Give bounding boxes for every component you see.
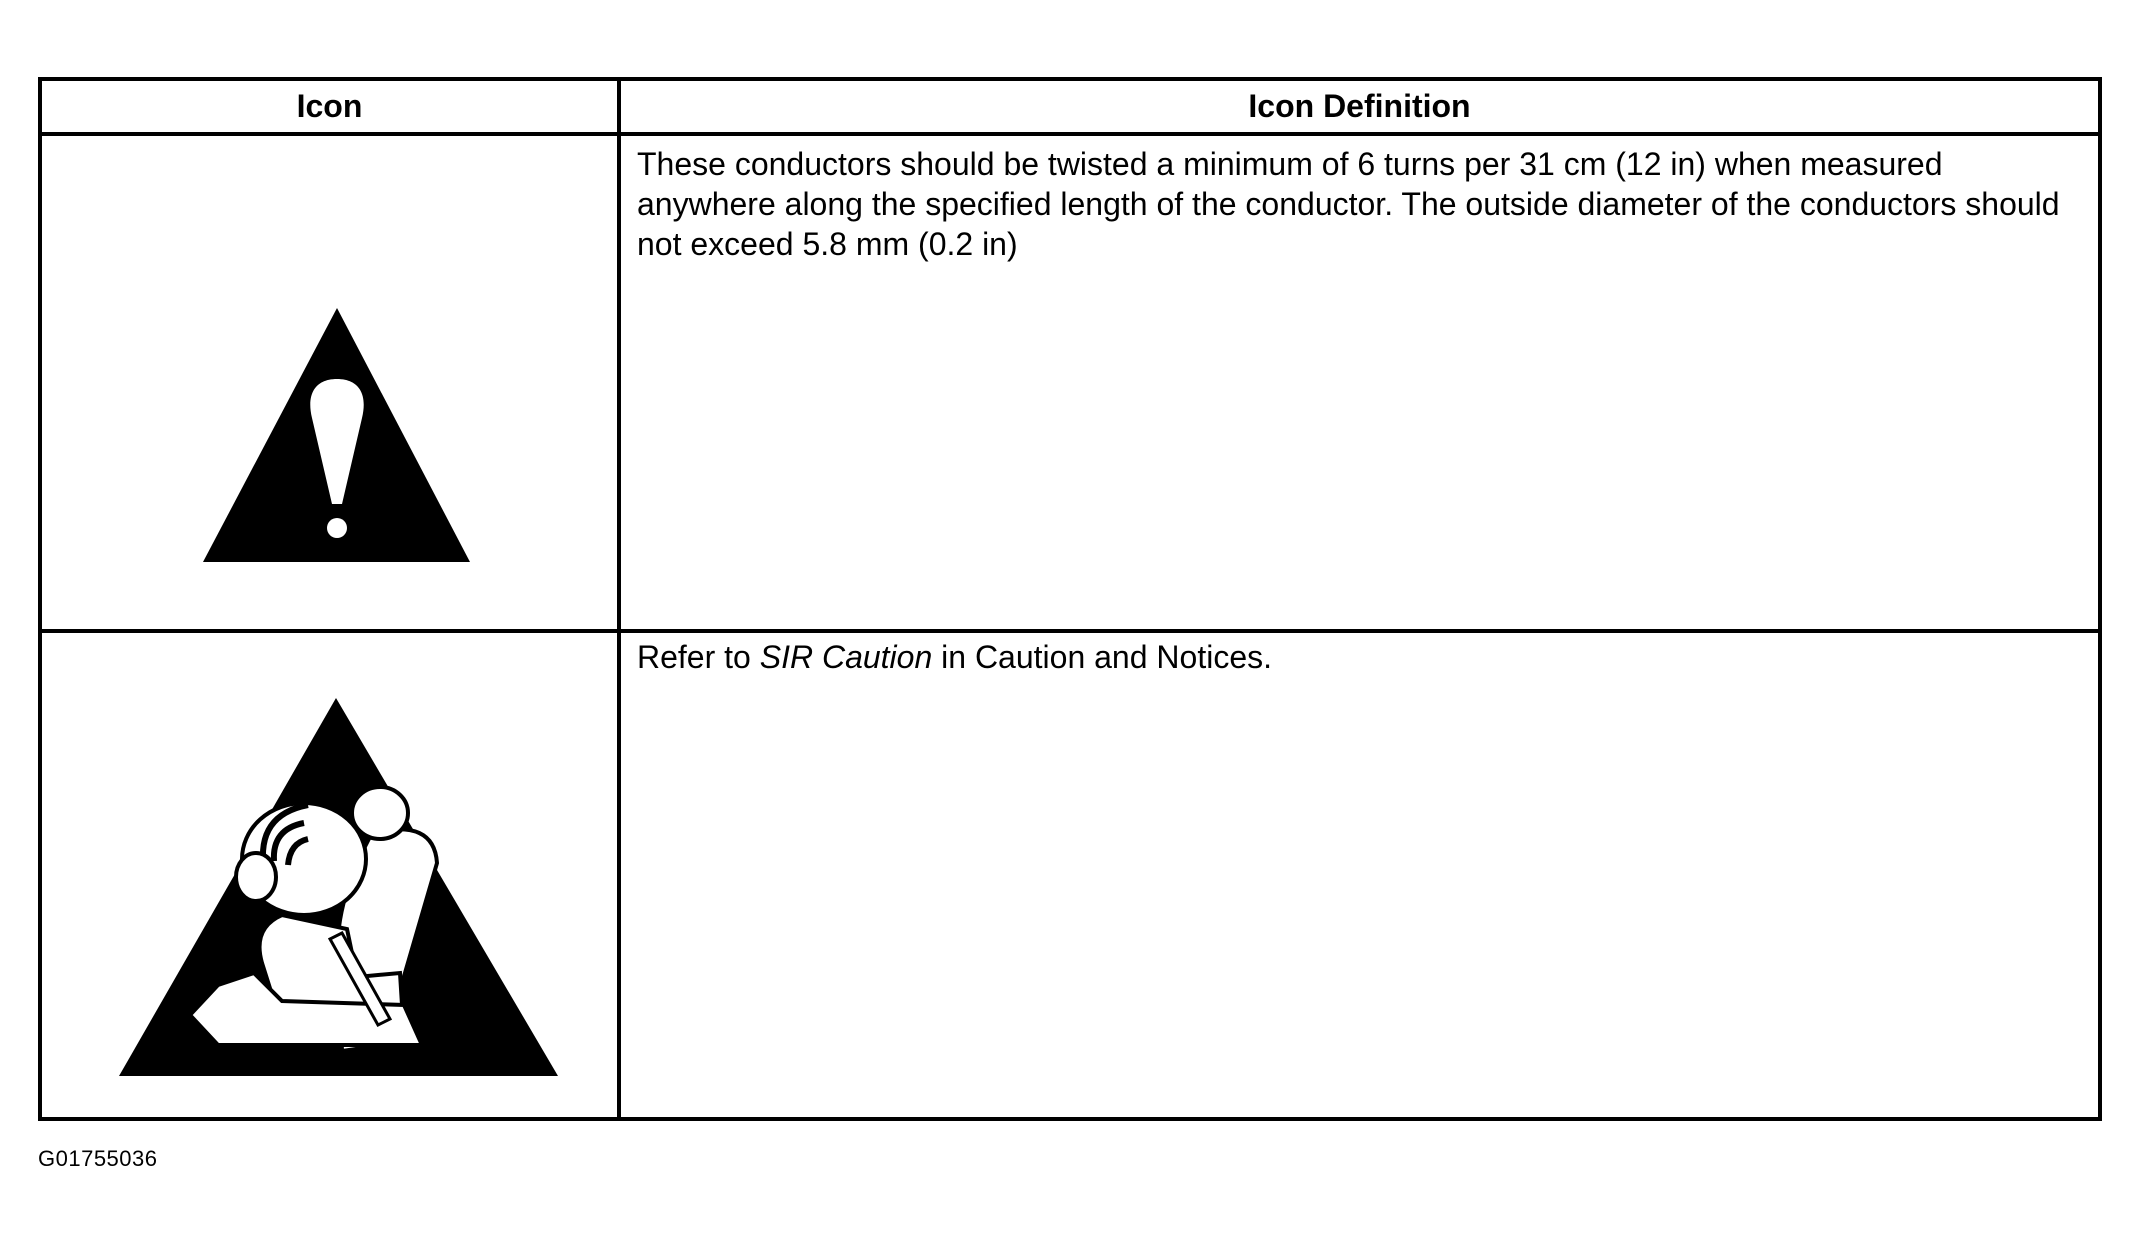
warning-exclamation-icon — [42, 136, 617, 629]
table-row-2-definition — [621, 637, 2061, 677]
header-icon-definition: Icon Definition — [1248, 88, 1471, 124]
table-row-2-icon-cell — [42, 633, 617, 1121]
definition-suffix: in Caution and Notices. — [932, 639, 1272, 675]
table-row-1-definition: These conductors should be twisted a minimum of 6 turns per 31 cm (12 in) when measured anywhere along the specified length of the conductor. The outside diameter of the conductors should not exceed 5.8 mm (0.2 in) — [637, 146, 2060, 262]
definition-prefix: Refer to — [637, 639, 760, 675]
figure-id: G01755036 — [38, 1146, 158, 1171]
header-icon: Icon — [296, 88, 363, 124]
sir-caution-reference: SIR Caution — [759, 639, 933, 675]
table-row-1-icon-cell — [42, 136, 617, 629]
airbag-sir-caution-icon — [42, 633, 617, 1121]
icon-definition-table — [38, 77, 2102, 1121]
